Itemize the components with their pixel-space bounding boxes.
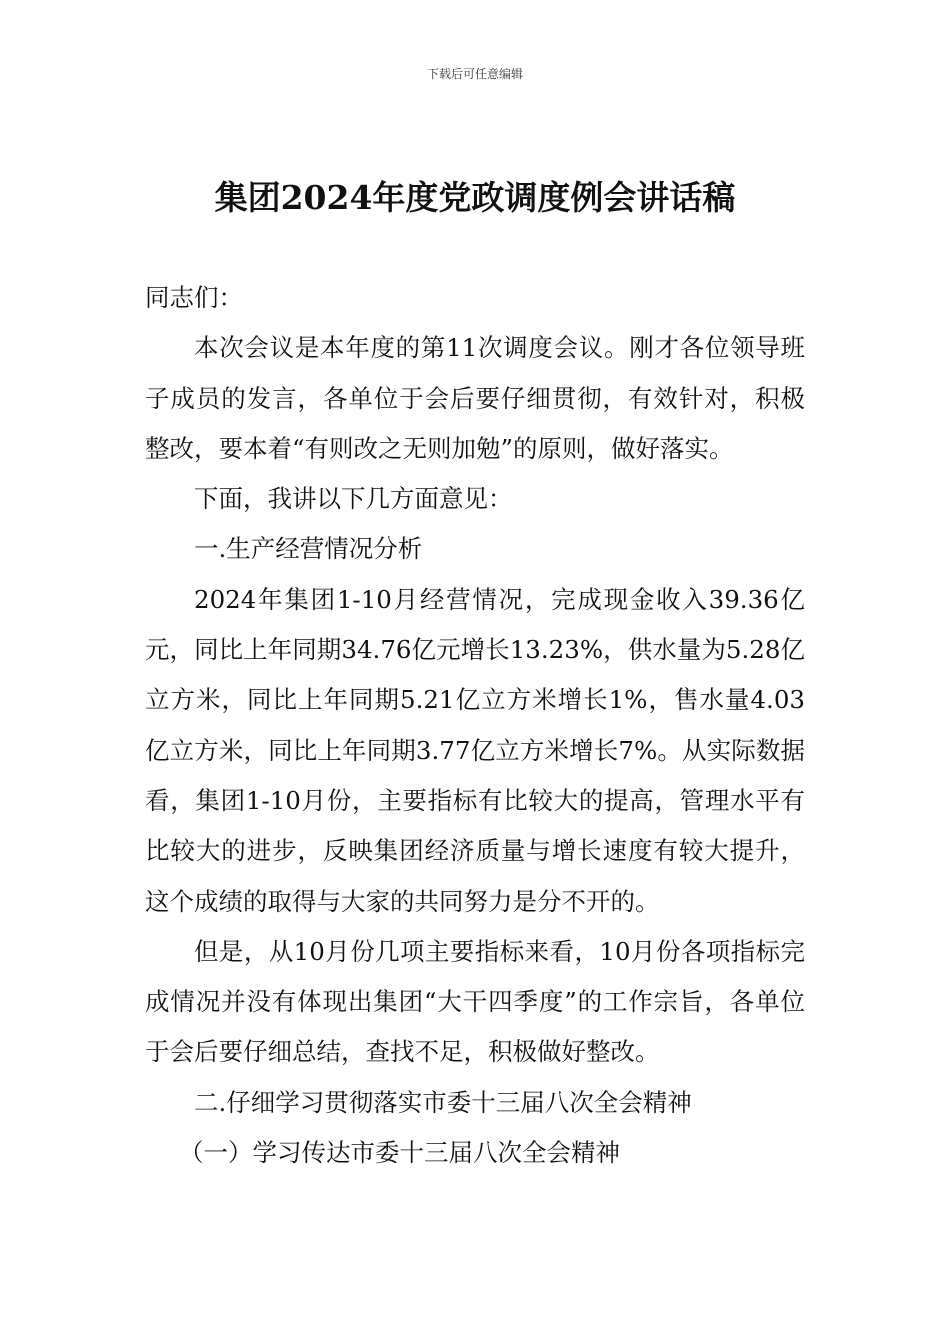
paragraph-october: 但是，从10月份几项主要指标来看，10月份各项指标完成情况并没有体现出集团“大干四季度”的工作宗旨，各单位于会后要仔细总结，查找不足，积极做好整改。 bbox=[145, 936, 805, 1067]
paragraph-operations: 2024年集团1-10月经营情况，完成现金收入39.36亿元，同比上年同期34.76亿元增长13.23%，供水量为5.28亿立方米，同比上年同期5.21亿立方米增长1%，售水量4.03亿立方米，同比上年同期3.77亿立方米增长7%。从实际数据看，集团1-10月份，主要指标有比较大的提高，管理水平有比较大的进步，反映集团经济质量与增长速度有较大提升，这个成绩的取得与大家的共同努力是分不开的。 bbox=[145, 584, 805, 916]
paragraph-intro: 本次会议是本年度的第11次调度会议。刚才各位领导班子成员的发言，各单位于会后要仔细贯彻，有效针对，积极整改，要本着“有则改之无则加勉”的原则，做好落实。 bbox=[145, 333, 805, 463]
section-heading-2: 二.仔细学习贯彻落实市委十三届八次全会精神 bbox=[194, 1087, 692, 1117]
document-title: 集团2024年度党政调度例会讲话稿 bbox=[214, 178, 736, 217]
paragraph-outline: 下面，我讲以下几方面意见： bbox=[194, 484, 513, 514]
document-body bbox=[145, 273, 805, 1178]
salutation: 同志们： bbox=[145, 283, 243, 312]
section-heading-1: 一.生产经营情况分析 bbox=[194, 534, 423, 564]
page-header-note: 下载后可任意编辑 bbox=[426, 67, 523, 81]
subsection-heading-1: （一）学习传达市委十三届八次全会精神 bbox=[179, 1138, 620, 1168]
